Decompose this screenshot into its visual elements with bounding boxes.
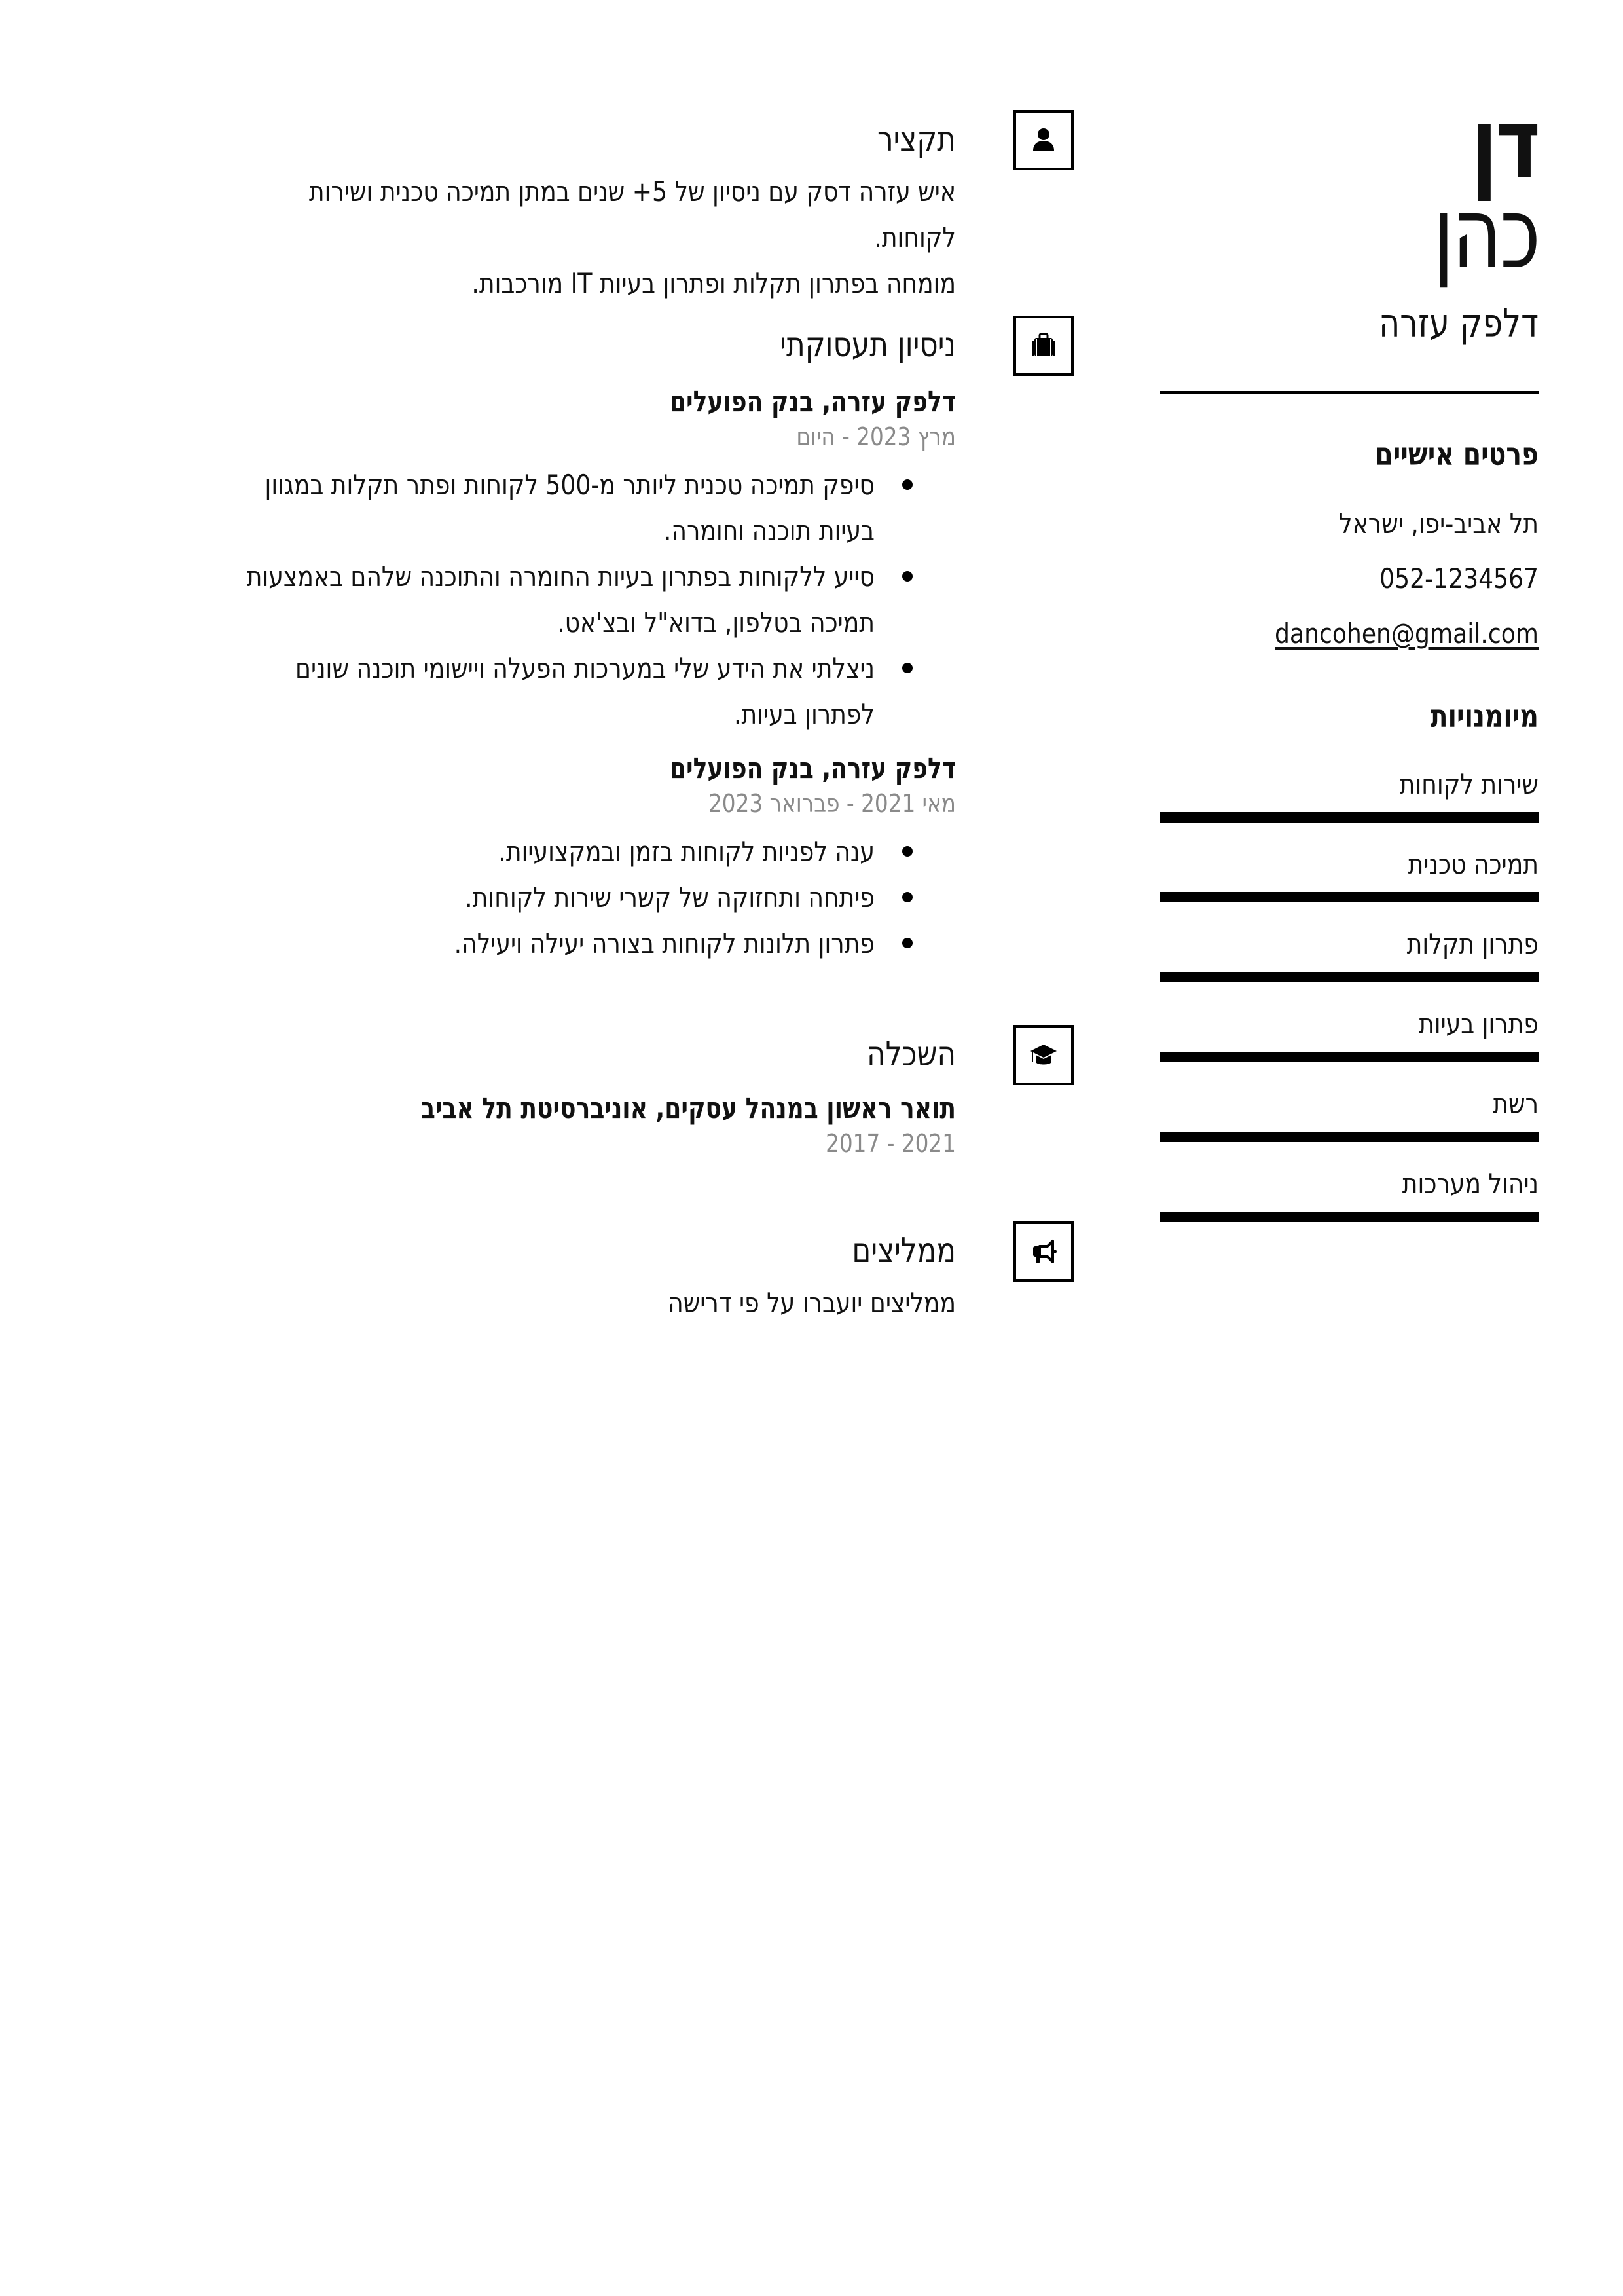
skill-label: ניהול מערכות xyxy=(1402,1168,1539,1200)
briefcase-icon xyxy=(1013,316,1074,376)
summary-section xyxy=(124,117,956,306)
education-section xyxy=(124,1031,956,1160)
first-name: דן xyxy=(1471,87,1539,201)
job-title: דלפק עזרה xyxy=(1379,301,1539,346)
user-icon xyxy=(1013,110,1074,170)
bullet-item: פתרון תלונות לקוחות בצורה יעילה ויעילה. xyxy=(124,921,956,967)
skill-item xyxy=(1160,1007,1539,1062)
skill-level-bar xyxy=(1160,892,1539,902)
summary-line: איש עזרה דסק עם ניסיון של 5+ שנים במתן תמיכה טכנית ושירות לקוחות. xyxy=(308,176,956,253)
job-dates: מאי 2021 - פברואר 2023 xyxy=(708,789,956,818)
last-name: כהן xyxy=(1433,177,1539,291)
job-entry xyxy=(124,750,956,967)
skill-label: פתרון בעיות xyxy=(1418,1008,1539,1040)
bullet-item: סיפק תמיכה טכנית ליותר מ-500 לקוחות ופתר תקלות במגוון בעיות תוכנה וחומרה. xyxy=(124,462,956,554)
bullet-item: פיתחה ותחזוקה של קשרי שירות לקוחות. xyxy=(124,875,956,921)
summary-heading: תקציר xyxy=(877,120,956,159)
bullet-item: סייע ללקוחות בפתרון בעיות החומרה והתוכנה שלהם באמצעות תמיכה בטלפון, בדוא"ל ובצ'אט. xyxy=(124,554,956,646)
megaphone-icon xyxy=(1013,1221,1074,1282)
job-dates: מרץ 2023 - היום xyxy=(796,422,956,451)
experience-heading: ניסיון תעסוקתי xyxy=(780,325,956,365)
skills-heading: מיומנויות xyxy=(1430,698,1539,735)
bullet-item: ניצלתי את הידע שלי במערכות הפעלה ויישומי תוכנה שונים לפתרון בעיות. xyxy=(124,646,956,737)
job-title: דלפק עזרה, בנק הפועלים xyxy=(669,385,956,418)
skill-item xyxy=(1160,847,1539,902)
skill-label: רשת xyxy=(1493,1088,1539,1120)
skill-level-bar xyxy=(1160,1212,1539,1222)
sidebar xyxy=(1160,87,1539,1222)
job-bullets xyxy=(124,462,956,737)
skill-label: שירות לקוחות xyxy=(1399,768,1539,800)
skill-item xyxy=(1160,927,1539,982)
skill-level-bar xyxy=(1160,972,1539,982)
skill-item xyxy=(1160,1167,1539,1222)
skill-item xyxy=(1160,768,1539,823)
references-heading: ממליצים xyxy=(852,1231,956,1270)
graduation-cap-icon xyxy=(1013,1025,1074,1085)
skill-level-bar xyxy=(1160,1132,1539,1142)
job-title: דלפק עזרה, בנק הפועלים xyxy=(669,752,956,785)
bullet-item: ענה לפניות לקוחות בזמן ובמקצועיות. xyxy=(124,829,956,875)
job-entry xyxy=(124,384,956,737)
phone: 052-1234567 xyxy=(1379,563,1539,595)
education-entry xyxy=(124,1090,956,1160)
personal-details-heading: פרטים אישיים xyxy=(1375,436,1539,473)
education-dates: 2017 - 2021 xyxy=(826,1129,956,1158)
email-link[interactable]: dancohen@gmail.com xyxy=(1275,618,1539,650)
references-section xyxy=(124,1228,956,1326)
skill-label: תמיכה טכנית xyxy=(1408,848,1539,880)
summary-line: מומחה בפתרון תקלות ופתרון בעיות IT מורכבות. xyxy=(471,267,956,299)
job-bullets xyxy=(124,829,956,967)
skill-level-bar xyxy=(1160,1052,1539,1062)
education-heading: השכלה xyxy=(867,1035,956,1074)
location: תל אביב-יפו, ישראל xyxy=(1339,508,1539,540)
email-line xyxy=(1213,617,1539,651)
skill-level-bar xyxy=(1160,812,1539,823)
experience-section xyxy=(124,322,956,967)
header-divider xyxy=(1160,391,1539,394)
skill-label: פתרון תקלות xyxy=(1406,928,1539,960)
skill-item xyxy=(1160,1087,1539,1142)
degree-title: תואר ראשון במנהל עסקים, אוניברסיטת תל אביב xyxy=(420,1092,956,1125)
references-text: ממליצים יועברו על פי דרישה xyxy=(668,1287,956,1319)
